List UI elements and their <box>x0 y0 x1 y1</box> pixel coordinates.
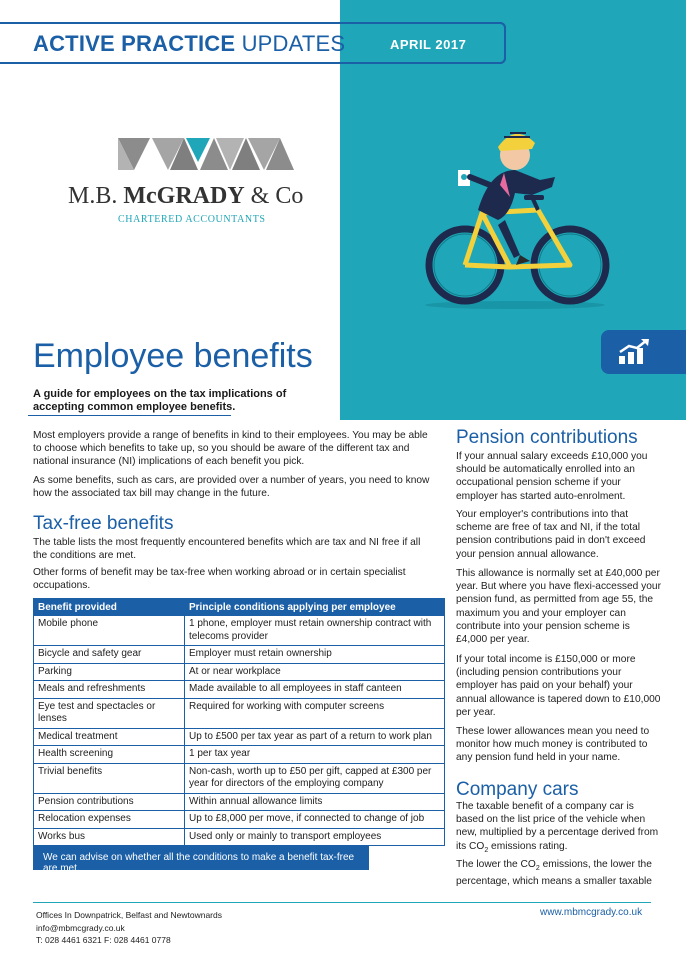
table-row <box>34 663 445 681</box>
table-row <box>34 728 445 746</box>
table-row <box>34 616 445 646</box>
issue-date: APRIL 2017 <box>390 37 467 52</box>
advice-callout: We can advise on whether all the conditions to make a benefit tax-free are met. <box>33 846 369 870</box>
intro-divider <box>28 415 231 416</box>
intro-text: A guide for employees on the tax implications of accepting common employee benefits. <box>33 388 287 413</box>
footer-offices: Offices In Downpatrick, Belfast and Newtownards <box>36 910 222 920</box>
condition-cell: Used only or mainly to transport employees <box>185 828 445 846</box>
tax-free-heading: Tax-free benefits <box>33 513 174 534</box>
condition-cell: Up to £500 per tax year as part of a return to work plan <box>185 728 445 746</box>
footer-contact <box>36 909 222 947</box>
table-row <box>34 746 445 764</box>
company-cars-paragraph-2: The lower the $CO_2$ emissions, the lower the percentage, which means a smaller taxable <box>456 859 652 888</box>
condition-cell: 1 per tax year <box>185 746 445 764</box>
footer-email[interactable]: info@mbmcgrady.co.uk <box>36 922 125 933</box>
benefit-cell: Eye test and spectacles or lenses <box>34 698 185 728</box>
condition-cell: Employer must retain ownership <box>185 646 445 664</box>
condition-cell: Up to £8,000 per move, if connected to change of job <box>185 811 445 829</box>
pension-paragraph-3: This allowance is normally set at £40,000 per year. But where you have flexi-accessed your pension fund, as permitted from age 55, the maximum you and your employer can contribute into your pension scheme is £4,000 per year. <box>456 568 661 646</box>
page-title: Employee benefits <box>33 337 313 375</box>
growth-chart-badge <box>601 330 686 374</box>
company-cars-paragraph-1: The taxable benefit of a company car is based on the list price of the vehicle when new, multiplied by a percentage derived from its $CO_2$ emissions rating. <box>456 801 659 854</box>
tax-free-paragraph-2: Other forms of benefit may be tax-free when working abroad or in certain specialist occupations. <box>33 567 406 592</box>
condition-cell: Required for working with computer screens <box>185 698 445 728</box>
condition-cell: Made available to all employees in staff canteen <box>185 681 445 699</box>
benefit-cell: Pension contributions <box>34 793 185 811</box>
condition-cell: Within annual allowance limits <box>185 793 445 811</box>
tax-free-paragraph-1: The table lists the most frequently encountered benefits which are tax and NI free if all the conditions are met. <box>33 537 421 562</box>
condition-cell: At or near workplace <box>185 663 445 681</box>
benefit-cell: Trivial benefits <box>34 763 185 793</box>
pension-paragraph-1: If your annual salary exceeds £10,000 you should be automatically enrolled into an occupational pension scheme if your employer has started auto-enrolment. <box>456 451 648 502</box>
benefit-cell: Meals and refreshments <box>34 681 185 699</box>
benefit-cell: Bicycle and safety gear <box>34 646 185 664</box>
website-link[interactable]: www.mbmcgrady.co.uk <box>540 907 643 918</box>
table-row <box>34 681 445 699</box>
cyclist-illustration-icon <box>420 115 610 315</box>
firm-subtitle: CHARTERED ACCOUNTANTS <box>118 214 266 225</box>
pension-paragraph-2: Your employer's contributions into that scheme are free of tax and NI, if the total pension contributions paid in don't exceed your pension annual allowance. <box>456 509 646 560</box>
firm-logo-icon <box>118 136 298 172</box>
column-header: Principle conditions applying per employee <box>185 599 445 616</box>
benefit-cell: Parking <box>34 663 185 681</box>
benefit-cell: Relocation expenses <box>34 811 185 829</box>
table-row <box>34 811 445 829</box>
pension-heading: Pension contributions <box>456 427 638 448</box>
benefit-cell: Health screening <box>34 746 185 764</box>
tax-free-benefits-table <box>33 598 445 846</box>
company-cars-heading: Company cars <box>456 779 579 800</box>
pension-paragraph-5: These lower allowances mean you need to monitor how much money is contributed to any pension fund held in your name. <box>456 726 650 764</box>
table-row <box>34 763 445 793</box>
pension-paragraph-4: If your total income is £150,000 or more (including pension contributions your employer has paid on your behalf) your annual allowance is tapered down to £10,000 per year. <box>456 654 661 718</box>
table-row <box>34 698 445 728</box>
benefit-cell: Works bus <box>34 828 185 846</box>
publication-title: ACTIVE PRACTICE UPDATES <box>33 31 346 56</box>
condition-cell: Non-cash, worth up to £50 per gift, capped at £300 per year for directors of the employing company <box>185 763 445 793</box>
benefit-cell: Mobile phone <box>34 616 185 646</box>
column-header: Benefit provided <box>34 599 185 616</box>
firm-name: M.B. McGRADY & Co <box>68 183 304 209</box>
body-paragraph-2: As some benefits, such as cars, are provided over a number of years, you need to know how the associated tax bill may change in the future. <box>33 475 430 500</box>
body-paragraph-1: Most employers provide a range of benefits in kind to their employees. You may be able to choose which benefits to take up, so you should be aware of the different tax and national insurance (NI) implications of each benefit you pick. <box>33 430 428 468</box>
footer-divider <box>33 902 651 903</box>
bar-chart-icon <box>617 338 651 366</box>
table-row <box>34 828 445 846</box>
benefit-cell: Medical treatment <box>34 728 185 746</box>
table-row <box>34 793 445 811</box>
table-row <box>34 646 445 664</box>
condition-cell: 1 phone, employer must retain ownership contract with telecoms provider <box>185 616 445 646</box>
table-header-row <box>34 599 445 616</box>
footer-phone: T: 028 4461 6321 F: 028 4461 0778 <box>36 935 171 945</box>
